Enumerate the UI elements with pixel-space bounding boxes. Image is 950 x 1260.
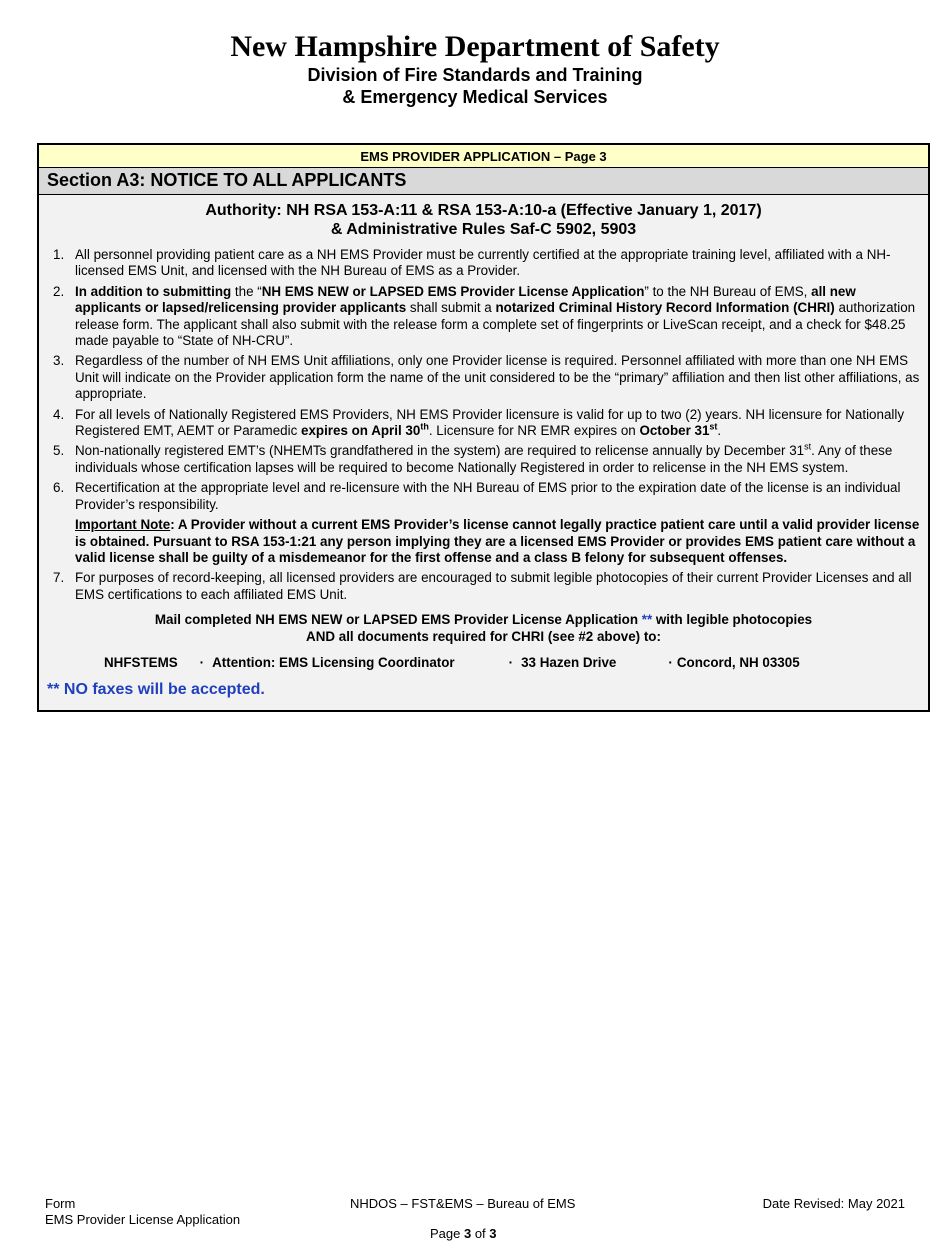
authority-line-2: & Administrative Rules Saf-C 5902, 5903: [330, 221, 637, 238]
page-number: Page 3 of 3: [430, 1226, 497, 1241]
fax-notice: ** NO faxes will be accepted.: [47, 680, 265, 698]
address-street: 33 Hazen Drive: [521, 655, 617, 671]
bullet-icon: ·: [508, 655, 514, 671]
bullet-icon: ·: [668, 655, 673, 671]
footer-revision-date: Date Revised: May 2021: [762, 1196, 905, 1211]
ems-subtitle: & Emergency Medical Services: [342, 87, 608, 107]
address-org: NHFSTEMS: [104, 655, 178, 671]
mailing-address: [47, 655, 920, 671]
important-note: Important Note: A Provider without a current EMS Provider’s license cannot legally practice patient care until a valid provider license is obtained. Pursuant to RSA 153-1:21 any person implying they are a licensed EMS Provider or provides EMS patient care without a valid license shall be guilty of a misdemeanor for the first offense and a class B felony for subsequent offenses.: [75, 517, 920, 565]
notice-item-3: 3. Regardless of the number of NH EMS Unit affiliations, only one Provider license is required. Personnel affiliated with more than one NH EMS Unit will indicate on the Provider application form the name of the unit considered to be the “primary” affiliation and then list other affiliations, as appropriate.: [53, 353, 920, 402]
footer-form-label: Form EMS Provider License Application: [45, 1196, 241, 1227]
notice-item-1: 1. All personnel providing patient care as a NH EMS Provider must be currently certified at the appropriate training level, affiliated with a NH-licensed EMS Unit, and licensed with the NH Bureau of EMS as a Provider.: [53, 247, 891, 279]
department-title: New Hampshire Department of Safety: [230, 30, 720, 63]
notice-list: [47, 247, 920, 603]
notice-item-7: 7. For purposes of record-keeping, all licensed providers are encouraged to submit legible photocopies of their current Provider Licenses and all EMS certifications to each affiliated EMS Unit.: [53, 570, 912, 602]
footer-agency: NHDOS – FST&EMS – Bureau of EMS: [350, 1196, 576, 1211]
notice-item-2: 2. In addition to submitting the “NH EMS NEW or LAPSED EMS Provider License Application” to the NH Bureau of EMS, all new applicants or lapsed/relicensing provider applicants shall submit a notarized Criminal History Record Information (CHRI) authorization release form. The applicant shall also submit with the release form a complete set of fingerprints or LiveScan receipt, and a check for $48.25 made payable to “State of NH-CRU”.: [53, 283, 916, 349]
notice-item-5: 5. Non-nationally registered EMT’s (NHEMTs grandfathered in the system) are required to relicense annually by December 31st. Any of these individuals whose certification lapses will be required to become Nationally Registered in order to relicense in the NH EMS system.: [53, 442, 893, 475]
notice-item-6: 6. Recertification at the appropriate level and re-licensure with the NH Bureau of EMS prior to the expiration date of the license is an individual Provider’s responsibility. Important Note: A Provider without a current EMS Provider’s license cannot legally practice patient care until a valid provider license is obtained. Pursuant to RSA 153-1:21 any person implying they are a licensed EMS Provider or provides EMS patient care without a valid license shall be guilty of a misdemeanor for the first offense and a class B felony for subsequent offenses.: [53, 480, 920, 565]
address-attention: Attention: EMS Licensing Coordinator: [212, 655, 455, 671]
page-header: [0, 30, 950, 108]
authority-line-1: Authority: NH RSA 153-A:11 & RSA 153-A:10-a (Effective January 1, 2017): [205, 202, 762, 219]
section-title: Section A3: NOTICE TO ALL APPLICANTS: [39, 168, 928, 195]
bullet-icon: ·: [199, 655, 205, 671]
authority-block: [47, 201, 920, 239]
address-city: Concord, NH 03305: [676, 655, 800, 671]
mail-instructions: Mail completed NH EMS NEW or LAPSED EMS Provider License Application ** with legible photocopies AND all documents required for CHRI (see #2 above) to:: [154, 612, 813, 645]
division-subtitle: Division of Fire Standards and Training: [307, 65, 643, 85]
application-banner: EMS PROVIDER APPLICATION – Page 3: [39, 145, 928, 168]
notice-body: [39, 195, 928, 710]
notice-box: [37, 143, 930, 712]
notice-item-4: 4. For all levels of Nationally Registered EMS Providers, NH EMS Provider licensure is valid for up to two (2) years. NH licensure for Nationally Registered EMT, AEMT or Paramedic expires on April 30th. Licensure for NR EMR expires on October 31st.: [53, 406, 905, 439]
